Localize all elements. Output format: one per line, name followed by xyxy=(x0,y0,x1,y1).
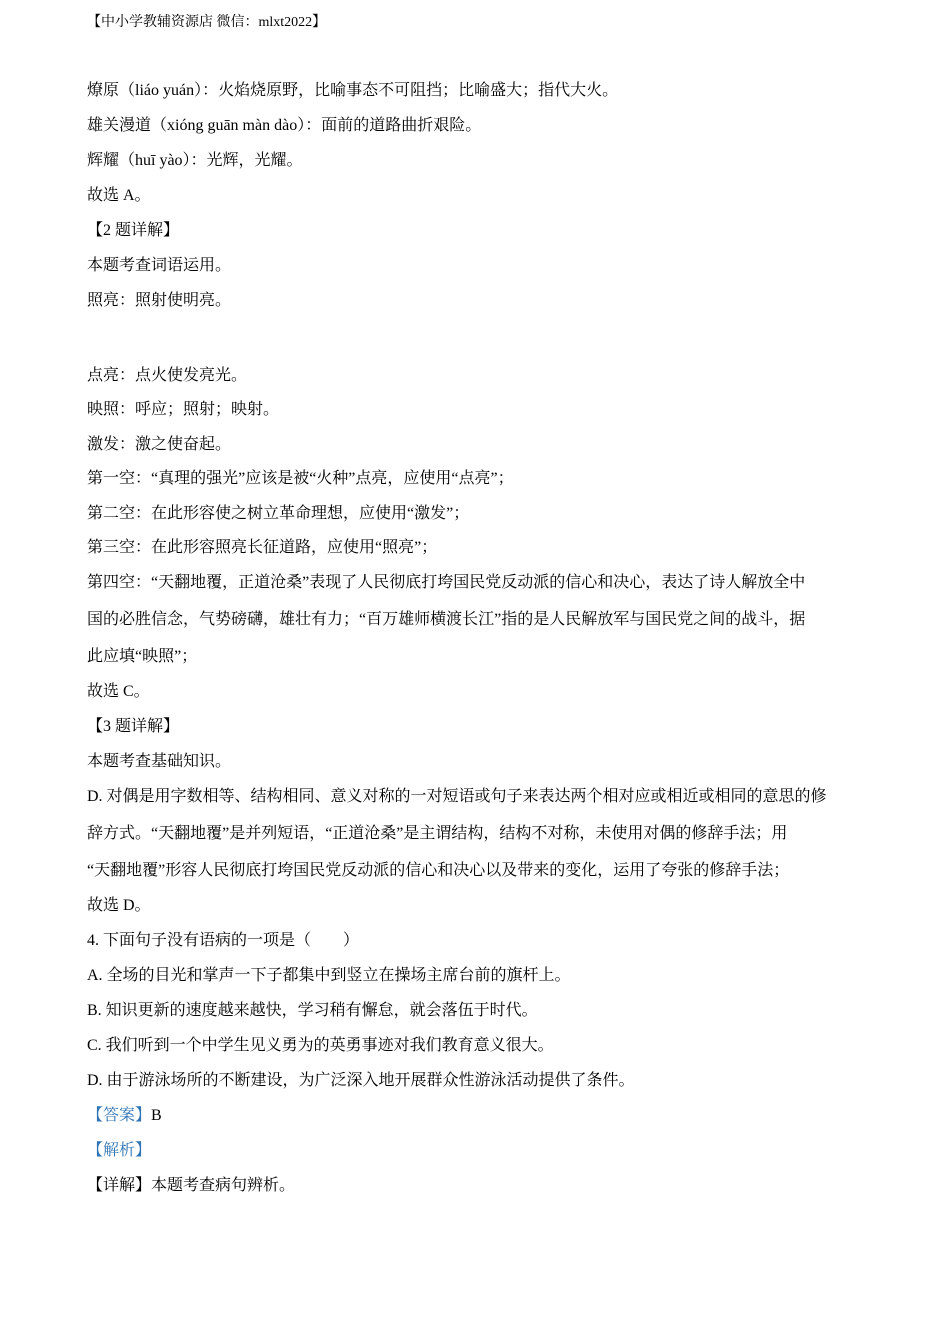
text-line: 此应填“映照”； xyxy=(87,648,198,665)
answer-line xyxy=(87,1105,162,1127)
page-header: 【中小学教辅资源店 微信：mlxt2022】 xyxy=(87,15,327,30)
answer-value: B xyxy=(151,1107,162,1124)
text-line: 故选 C。 xyxy=(87,683,150,700)
text-line: 燎原（liáo yuán）：火焰烧原野，比喻事态不可阻挡；比喻盛大；指代大火。 xyxy=(87,82,619,99)
detail-line xyxy=(87,1175,295,1197)
analysis-label: 【解析】 xyxy=(87,1142,152,1159)
option-d: D. 由于游泳场所的不断建设，为广泛深入地开展群众性游泳活动提供了条件。 xyxy=(87,1072,635,1089)
text-line: 第三空：在此形容照亮长征道路，应使用“照亮”； xyxy=(87,539,438,556)
detail-label: 【详解】 xyxy=(87,1177,152,1194)
text-line: 映照：呼应；照射；映射。 xyxy=(87,401,280,418)
text-line: 激发：激之使奋起。 xyxy=(87,436,232,453)
answer-label: 【答案】 xyxy=(87,1107,152,1124)
option-a: A. 全场的目光和掌声一下子都集中到竖立在操场主席台前的旗杆上。 xyxy=(87,967,571,984)
text-line: 辉耀（huī yào）：光辉，光耀。 xyxy=(87,152,303,169)
option-c: C. 我们听到一个中学生见义勇为的英勇事迹对我们教育意义很大。 xyxy=(87,1037,554,1054)
text-line: “天翻地覆”形容人民彻底打垮国民党反动派的信心和决心以及带来的变化，运用了夸张的修辞手法； xyxy=(87,862,790,879)
text-line: 第一空：“真理的强光”应该是被“火种”点亮，应使用“点亮”； xyxy=(87,470,514,487)
text-line: 国的必胜信念，气势磅礴，雄壮有力；“百万雄师横渡长江”指的是人民解放军与国民党之间的战斗，据 xyxy=(87,611,806,628)
text-line: 故选 D。 xyxy=(87,897,151,914)
text-line: 辞方式。“天翻地覆”是并列短语，“正道沧桑”是主谓结构，结构不对称，未使用对偶的修辞手法；用 xyxy=(87,825,788,842)
text-line: 第二空：在此形容使之树立革命理想，应使用“激发”； xyxy=(87,505,470,522)
text-line: 第四空：“天翻地覆，正道沧桑”表现了人民彻底打垮国民党反动派的信心和决心，表达了诗人解放全中 xyxy=(87,574,806,591)
text-line: D. 对偶是用字数相等、结构相同、意义对称的一对短语或句子来表达两个相对应或相近或相同的意思的修 xyxy=(87,788,827,805)
question-stem: 4. 下面句子没有语病的一项是（ ） xyxy=(87,932,360,949)
text-line: 雄关漫道（xióng guān màn dào）：面前的道路曲折艰险。 xyxy=(87,117,482,134)
section-heading: 【3 题详解】 xyxy=(87,718,180,735)
text-line: 照亮：照射使明亮。 xyxy=(87,292,232,309)
option-b: B. 知识更新的速度越来越快，学习稍有懈怠，就会落伍于时代。 xyxy=(87,1002,538,1019)
text-line: 故选 A。 xyxy=(87,187,151,204)
section-heading: 【2 题详解】 xyxy=(87,222,180,239)
text-line: 本题考查基础知识。 xyxy=(87,753,232,770)
text-line: 点亮：点火使发亮光。 xyxy=(87,367,248,384)
detail-text: 本题考查病句辨析。 xyxy=(151,1177,296,1194)
text-line: 本题考查词语运用。 xyxy=(87,257,232,274)
